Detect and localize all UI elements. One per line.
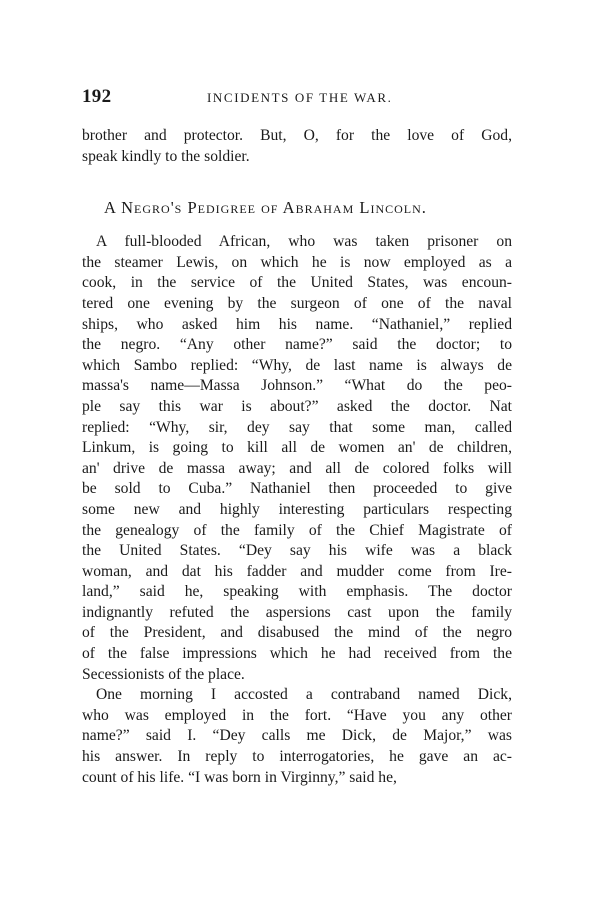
- paragraph-1: [82, 232, 512, 685]
- text-line: the genealogy of the family of the Chief Magistrate of: [82, 521, 512, 539]
- text-line: massa's name—Massa Johnson.” “What do the peo-: [82, 377, 512, 395]
- paragraph-2: [82, 685, 512, 788]
- text-line: speak kindly to the soldier.: [82, 147, 250, 165]
- text-line: ple say this war is about?” asked the doctor. Nat: [82, 397, 512, 415]
- text-line: One morning I accosted a contraband named Dick,: [96, 686, 512, 704]
- text-line: the United States. “Dey say his wife was a black: [82, 542, 512, 560]
- text-line: ships, who asked him his name. “Nathaniel,” replied: [82, 315, 512, 333]
- text-line: cook, in the service of the United States, was encoun-: [82, 274, 512, 292]
- page-number: 192: [82, 86, 112, 107]
- text-line: the negro. “Any other name?” said the doctor; to: [82, 336, 512, 354]
- book-page: [82, 86, 512, 788]
- carryover-paragraph: [82, 126, 512, 167]
- text-line: tered one evening by the surgeon of one of the naval: [82, 294, 512, 312]
- text-line: replied: “Why, sir, dey say that some man, called: [82, 418, 512, 436]
- text-line: count of his life. “I was born in Virginny,” said he,: [82, 768, 397, 786]
- running-head: [82, 86, 512, 110]
- text-line: Linkum, is going to kill all de women an' de children,: [82, 439, 512, 457]
- text-line: Secessionists of the place.: [82, 665, 245, 683]
- text-line: the steamer Lewis, on which he is now employed as a: [82, 253, 512, 271]
- text-line: be sold to Cuba.” Nathaniel then proceeded to give: [82, 480, 512, 498]
- running-title: INCIDENTS OF THE WAR.: [207, 90, 393, 105]
- text-line: his answer. In reply to interrogatories, he gave an ac-: [82, 748, 512, 766]
- text-line: of the false impressions which he had received from the: [82, 645, 512, 663]
- text-line: of the President, and disabused the mind of the negro: [82, 624, 512, 642]
- text-line: some new and highly interesting particulars respecting: [82, 500, 512, 518]
- text-line: who was employed in the fort. “Have you any other: [82, 706, 512, 724]
- section-heading: A Negro's Pedigree of Abraham Lincoln.: [104, 198, 427, 218]
- text-line: which Sambo replied: “Why, de last name is always de: [82, 356, 512, 374]
- text-line: indignantly refuted the aspersions cast upon the family: [82, 603, 512, 621]
- text-line: land,” said he, speaking with emphasis. The doctor: [82, 583, 512, 601]
- text-line: name?” said I. “Dey calls me Dick, de Major,” was: [82, 727, 512, 745]
- text-line: A full-blooded African, who was taken prisoner on: [96, 233, 512, 251]
- text-line: woman, and dat his fadder and mudder come from Ire-: [82, 562, 512, 580]
- text-line: an' drive de massa away; and all de colored folks will: [82, 459, 512, 477]
- text-line: brother and protector. But, O, for the love of God,: [82, 127, 512, 144]
